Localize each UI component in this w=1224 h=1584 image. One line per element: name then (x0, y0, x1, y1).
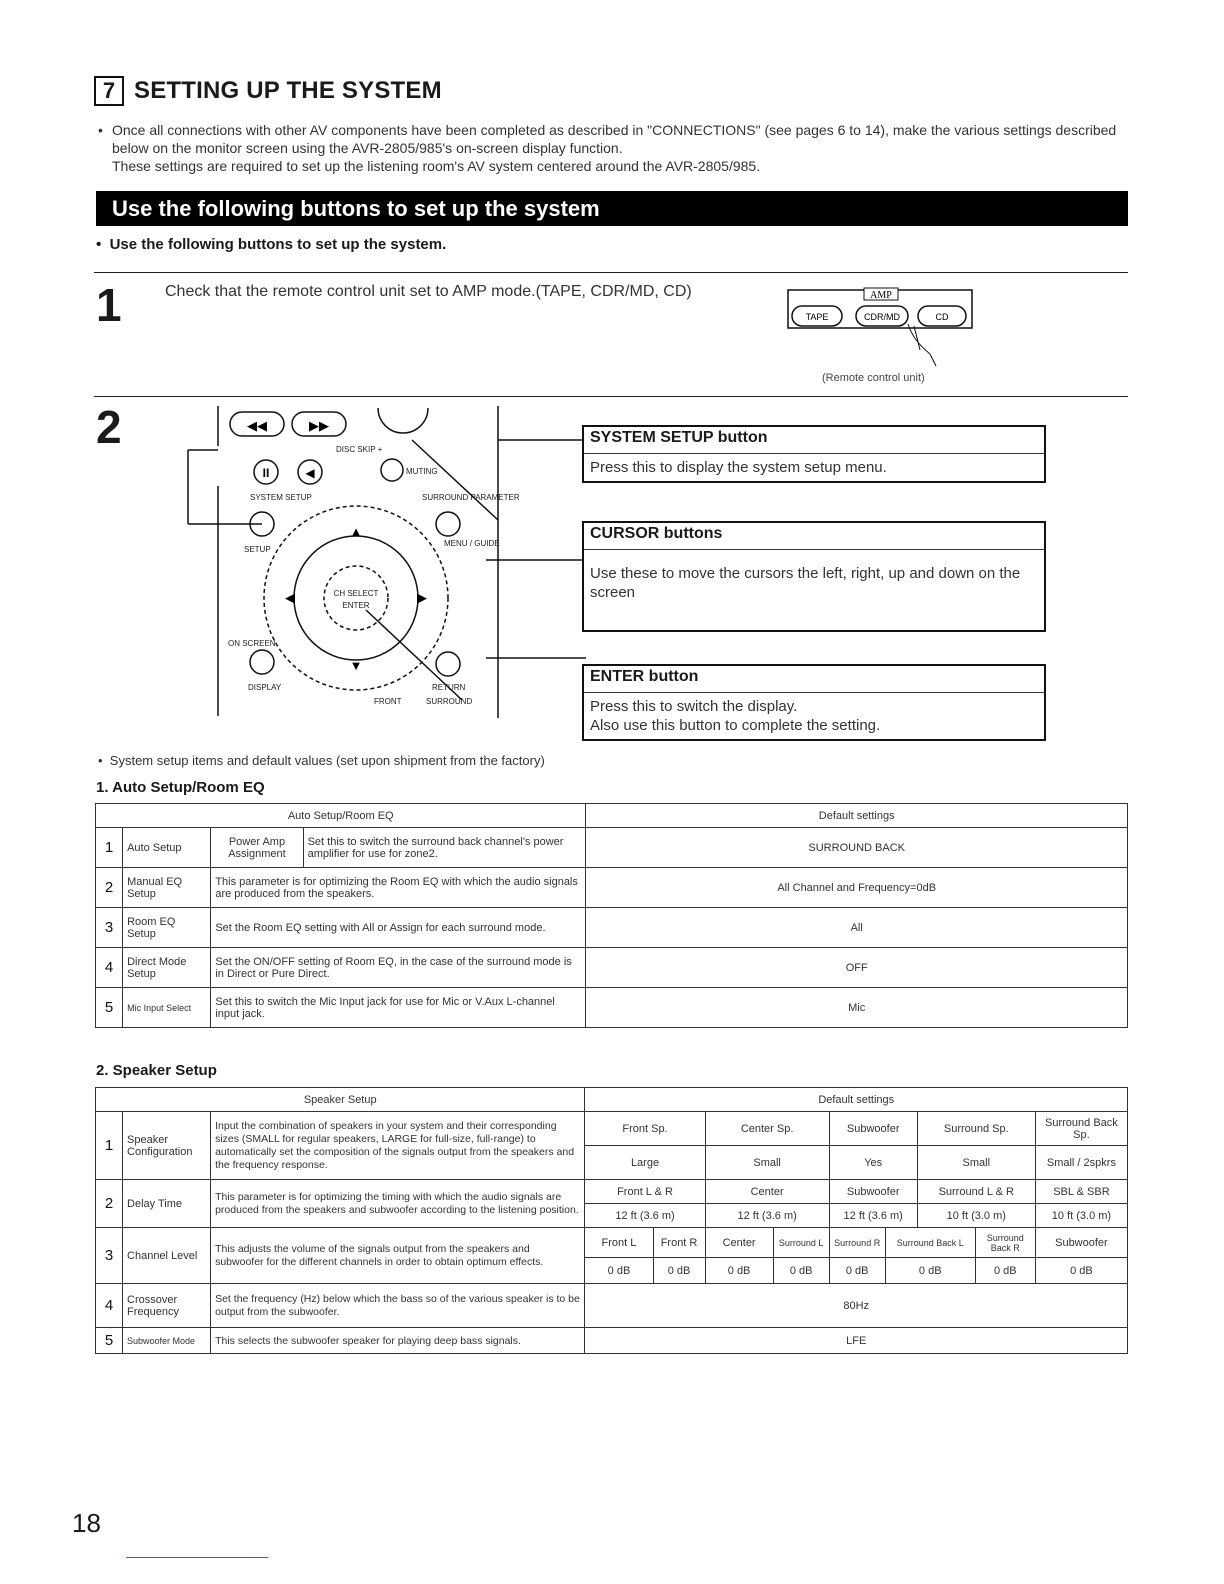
surround-label: SURROUND (426, 697, 473, 706)
table-1-title: 1. Auto Setup/Room EQ (96, 779, 265, 796)
row-sub: Power Amp Assignment (211, 828, 303, 868)
row-desc: Set the ON/OFF setting of Room EQ, in the case of the surround mode is in Direct or Pure Direct. (211, 948, 586, 988)
callout-title: CURSOR buttons (584, 523, 1044, 550)
row-desc: This selects the subwoofer speaker for playing deep bass signals. (211, 1328, 585, 1354)
col-head: Front L (585, 1228, 653, 1258)
cell-value: 0 dB (705, 1258, 773, 1284)
col-head: Subwoofer (829, 1112, 917, 1146)
callout-cursor (582, 521, 1046, 632)
row-number: 2 (96, 1180, 123, 1228)
ch-select-label: CH SELECT (333, 589, 379, 598)
row-name: Delay Time (123, 1180, 211, 1228)
intro-line-2: These settings are required to set up the listening room's AV system centered around the AVR-2805/985. (112, 158, 761, 174)
header-left: Speaker Setup (96, 1088, 585, 1112)
pause-icon: II (262, 466, 270, 480)
col-head: Surround Back Sp. (1035, 1112, 1127, 1146)
tape-label: TAPE (805, 312, 829, 322)
callout-system-setup (582, 425, 1046, 483)
surround-parameter-button (436, 512, 460, 536)
row-default: All Channel and Frequency=0dB (586, 868, 1128, 908)
callout-body: Press this to display the system setup menu. (590, 459, 887, 476)
on-screen-button (250, 650, 274, 674)
cell-value: 0 dB (773, 1258, 829, 1284)
cell-value: 0 dB (585, 1258, 653, 1284)
skip-back-icon: ◀ (305, 466, 315, 480)
row-number: 3 (96, 908, 123, 948)
row-name: Direct Mode Setup (123, 948, 211, 988)
header-right: Default settings (586, 804, 1128, 828)
col-head: Front L & R (585, 1180, 705, 1204)
section-number: 7 (94, 76, 124, 106)
row-desc: Set the frequency (Hz) below which the bass so of the various speaker is to be output from the subwoofer. (211, 1284, 585, 1328)
callout-enter (582, 664, 1046, 741)
cell-value: 12 ft (3.6 m) (829, 1204, 917, 1228)
table-header-row (96, 804, 1128, 828)
intro-text: • Once all connections with other AV components have been completed as described in "CONNECTIONS" (see pages 6 to 14), make the various settings described below on the monitor screen using the AVR-2805/985's on-screen display function. These settings are required to set up the listening room's AV system centered around the AVR-2805/985. (98, 121, 1138, 175)
defaults-note: • System setup items and default values (set upon shipment from the factory) (98, 753, 545, 768)
table-row (96, 1180, 1128, 1204)
cursor-down-icon: ▼ (349, 658, 363, 673)
table-row (96, 828, 1128, 868)
row-name: Channel Level (123, 1228, 211, 1284)
table-row (96, 1328, 1128, 1354)
speaker-setup-table (95, 1087, 1128, 1354)
auto-setup-table (95, 803, 1128, 1028)
setup-label: SETUP (244, 545, 271, 554)
row-number: 4 (96, 1284, 123, 1328)
return-label: RETURN (432, 683, 466, 692)
col-head: Center (705, 1228, 773, 1258)
table-row (96, 948, 1128, 988)
cell-value: Small (705, 1146, 829, 1180)
enter-button (324, 566, 388, 630)
col-head: Front R (653, 1228, 705, 1258)
disc-skip-label: DISC SKIP + (336, 445, 383, 454)
row-name: Auto Setup (123, 828, 211, 868)
row-default: LFE (585, 1328, 1128, 1354)
amp-label: AMP (870, 290, 892, 301)
remote-mode-illustration (780, 284, 980, 374)
table-header-row (96, 1088, 1128, 1112)
cell-value: Small (917, 1146, 1035, 1180)
step-1-number: 1 (96, 279, 122, 331)
header-right: Default settings (585, 1088, 1128, 1112)
row-default: 80Hz (585, 1284, 1128, 1328)
row-name: Crossover Frequency (123, 1284, 211, 1328)
section-title: SETTING UP THE SYSTEM (134, 77, 442, 104)
cd-label: CD (935, 312, 949, 322)
row-name: Room EQ Setup (123, 908, 211, 948)
table-row (96, 868, 1128, 908)
row-desc: This parameter is for optimizing the timing with which the audio signals are produced from the speakers and subwoofer according to the listening position. (211, 1180, 585, 1228)
hand-icon (908, 324, 936, 366)
table-row (96, 1112, 1128, 1146)
col-head: Surround L (773, 1228, 829, 1258)
sub-bullet-text: Use the following buttons to set up the system. (109, 236, 447, 253)
callout-body-line-2: Also use this button to complete the setting. (590, 717, 881, 734)
muting-label: MUTING (406, 467, 438, 476)
cell-value: 12 ft (3.6 m) (585, 1204, 705, 1228)
cursor-left-icon: ◀ (285, 590, 295, 605)
col-head: Surround Back R (975, 1228, 1035, 1258)
row-name: Mic Input Select (123, 988, 211, 1028)
col-head: Center Sp. (705, 1112, 829, 1146)
row-desc: This parameter is for optimizing the Room EQ with which the audio signals are produced from the speakers. (211, 868, 586, 908)
col-head: Surround Back L (885, 1228, 975, 1258)
display-label: DISPLAY (248, 683, 282, 692)
row-number: 4 (96, 948, 123, 988)
divider (94, 396, 1128, 397)
volume-arc (378, 408, 428, 433)
step-1-text: Check that the remote control unit set to AMP mode.(TAPE, CDR/MD, CD) (165, 283, 692, 300)
callout-body: Use these to move the cursors the left, right, up and down on the screen (590, 565, 1021, 601)
rewind-icon: ◀◀ (247, 418, 267, 433)
col-head: Subwoofer (829, 1180, 917, 1204)
surround-parameter-label: SURROUND PARAMETER (422, 493, 520, 502)
row-number: 5 (96, 1328, 123, 1354)
row-number: 1 (96, 828, 123, 868)
cell-value: Large (585, 1146, 705, 1180)
row-desc: Input the combination of speakers in your system and their corresponding sizes (SMALL for regular speakers, LARGE for full-size, full-range) to automatically set the composition of the signals output from the speakers and the frequency response. (211, 1112, 585, 1180)
front-label: FRONT (374, 697, 402, 706)
page-number: 18 (72, 1508, 101, 1538)
table-row (96, 908, 1128, 948)
cursor-up-icon: ▲ (349, 524, 363, 539)
system-setup-label: SYSTEM SETUP (250, 493, 312, 502)
callout-title: SYSTEM SETUP button (584, 427, 1044, 454)
cell-value: 0 dB (1035, 1258, 1127, 1284)
table-2-title: 2. Speaker Setup (96, 1062, 217, 1079)
row-desc: This adjusts the volume of the signals output from the speakers and subwoofer for the different channels in order to obtain optimum effects. (211, 1228, 585, 1284)
cursor-right-icon: ▶ (417, 590, 427, 605)
divider (94, 272, 1128, 273)
row-name: Speaker Configuration (123, 1112, 211, 1180)
col-head: Center (705, 1180, 829, 1204)
remote-control-illustration (186, 400, 586, 722)
enter-label: ENTER (342, 601, 370, 610)
row-desc: Set the Room EQ setting with All or Assign for each surround mode. (211, 908, 586, 948)
row-desc: Set this to switch the surround back channel's power amplifier for use for zone2. (303, 828, 586, 868)
footer-line (126, 1557, 268, 1558)
menu-guide-label: MENU / GUIDE (444, 539, 500, 548)
step-2-number: 2 (96, 401, 122, 453)
callout-body (584, 693, 1044, 739)
row-number: 2 (96, 868, 123, 908)
col-head: SBL & SBR (1035, 1180, 1127, 1204)
col-head: Surround Sp. (917, 1112, 1035, 1146)
row-name: Subwoofer Mode (123, 1328, 211, 1354)
row-name: Manual EQ Setup (123, 868, 211, 908)
col-head: Surround R (829, 1228, 885, 1258)
return-button (436, 652, 460, 676)
cell-value: Small / 2spkrs (1035, 1146, 1127, 1180)
section-heading (94, 76, 442, 106)
cell-value: 0 dB (975, 1258, 1035, 1284)
on-screen-label: ON SCREEN (228, 639, 276, 648)
sub-bullet: • Use the following buttons to set up the system. (96, 236, 447, 253)
row-number: 1 (96, 1112, 123, 1180)
row-default: SURROUND BACK (586, 828, 1128, 868)
cell-value: 10 ft (3.0 m) (1035, 1204, 1127, 1228)
row-default: OFF (586, 948, 1128, 988)
table-row (96, 1228, 1128, 1258)
banner-text: Use the following buttons to set up the system (112, 195, 600, 221)
intro-line-1: Once all connections with other AV components have been completed as described in "CONNECTIONS" (see pages 6 to 14), make the various settings described below on the monitor screen using the AVR-2805/985's on-screen display function. (112, 122, 1117, 156)
table-row (96, 988, 1128, 1028)
col-head: Front Sp. (585, 1112, 705, 1146)
banner (96, 191, 1128, 226)
cell-value: 10 ft (3.0 m) (917, 1204, 1035, 1228)
cell-value: Yes (829, 1146, 917, 1180)
cdrmd-label: CDR/MD (864, 312, 900, 322)
callout-title: ENTER button (584, 666, 1044, 693)
muting-button (381, 459, 403, 481)
row-desc: Set this to switch the Mic Input jack for use for Mic or V.Aux L-channel input jack. (211, 988, 586, 1028)
defaults-note-text: System setup items and default values (set upon shipment from the factory) (109, 753, 545, 768)
cell-value: 0 dB (653, 1258, 705, 1284)
callout-body-line-1: Press this to switch the display. (590, 698, 798, 715)
remote-caption: (Remote control unit) (822, 372, 925, 384)
col-head: Surround L & R (917, 1180, 1035, 1204)
row-number: 5 (96, 988, 123, 1028)
forward-icon: ▶▶ (309, 418, 329, 433)
table-row (96, 1284, 1128, 1328)
row-default: Mic (586, 988, 1128, 1028)
cell-value: 0 dB (829, 1258, 885, 1284)
cell-value: 0 dB (885, 1258, 975, 1284)
header-left: Auto Setup/Room EQ (96, 804, 586, 828)
row-number: 3 (96, 1228, 123, 1284)
row-default: All (586, 908, 1128, 948)
cell-value: 12 ft (3.6 m) (705, 1204, 829, 1228)
col-head: Subwoofer (1035, 1228, 1127, 1258)
